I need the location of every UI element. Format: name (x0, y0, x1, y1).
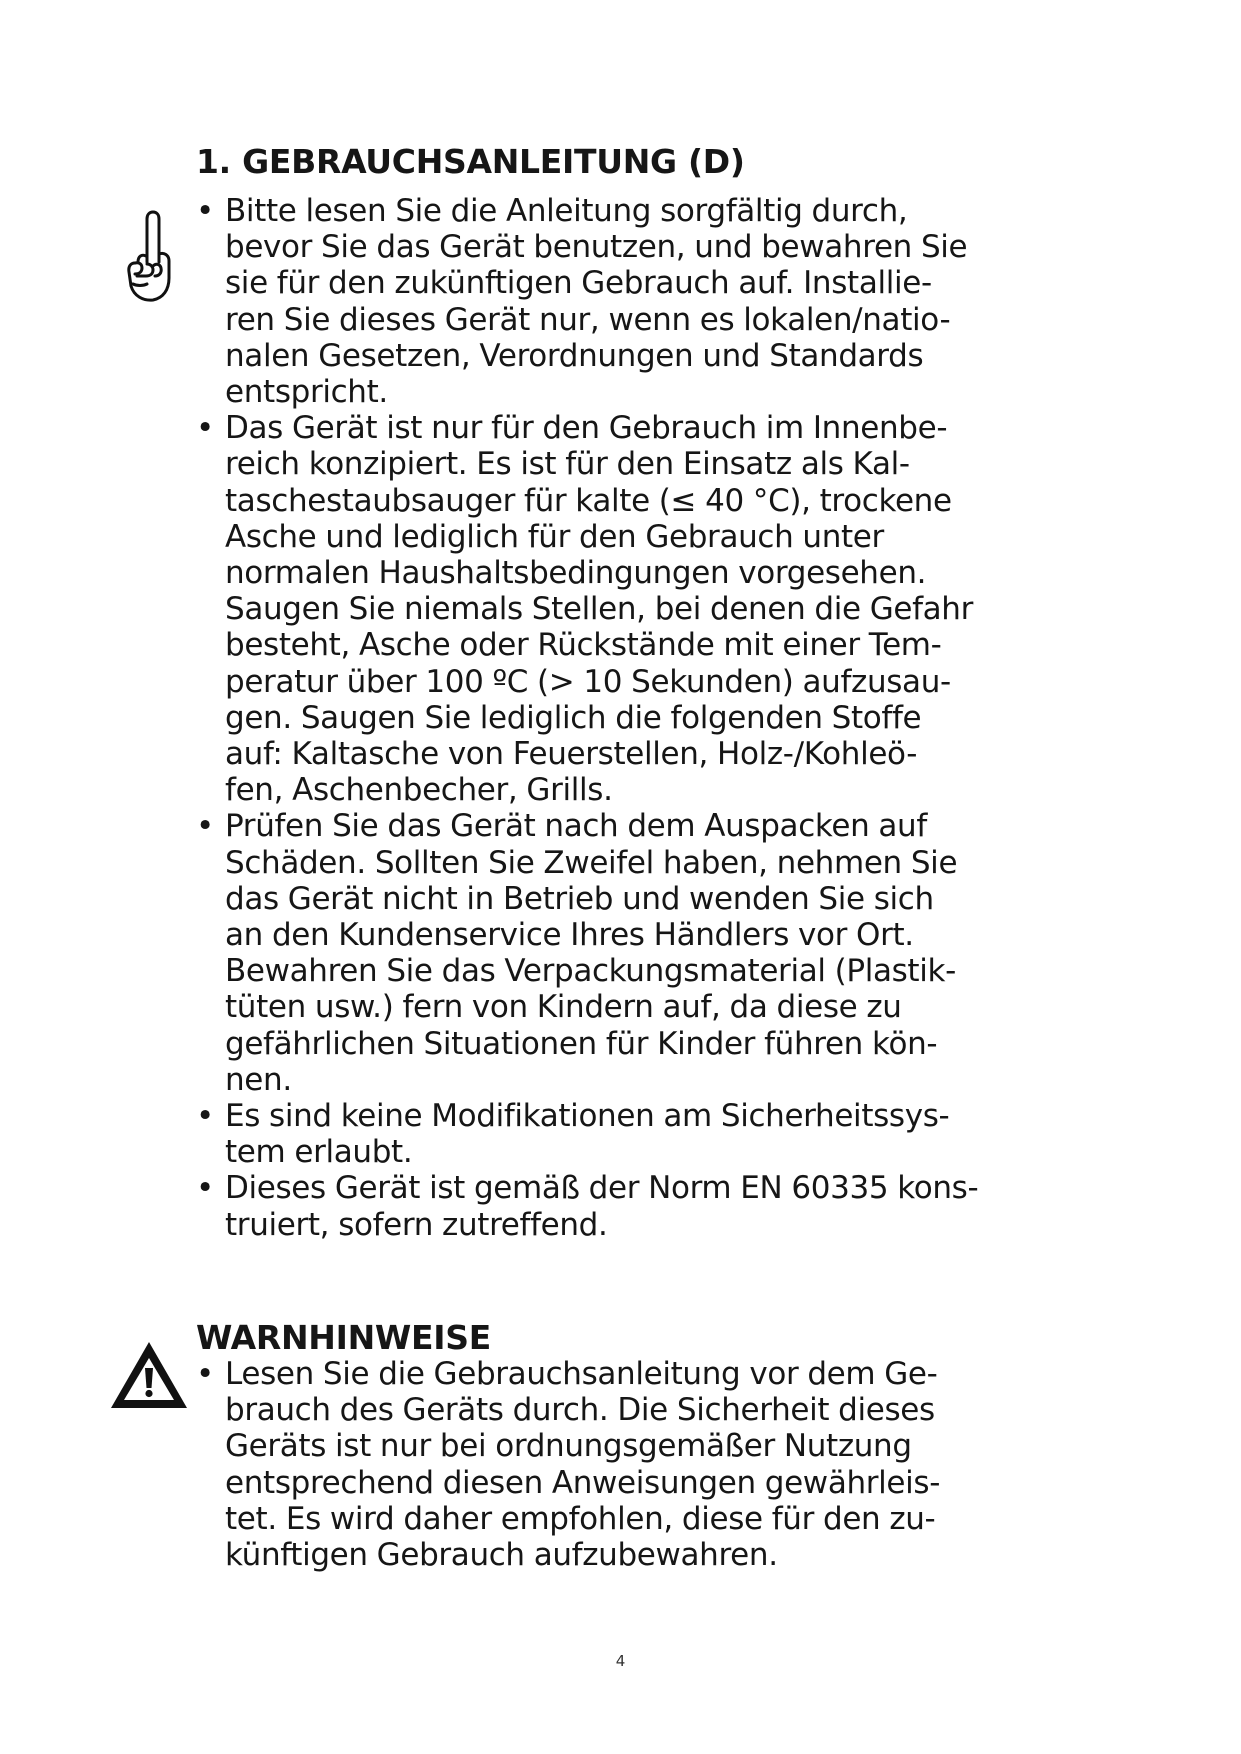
bullet-icon: • (196, 193, 214, 229)
list-item (196, 410, 1076, 808)
bullet-icon: • (196, 410, 214, 447)
list-item (196, 1098, 1076, 1170)
warnings-list (196, 1356, 1076, 1573)
list-item-text: Lesen Sie die Gebrauchsanleitung vor dem Ge- brauch des Geräts durch. Die Sicherheit dieses Geräts ist nur bei ordnungsgemäßer Nutzung entsprechend diesen Anweisungen gewährleis- tet. Es wird daher empfohlen, diese für den zu- künftigen Gebrauch aufzubewahren. (225, 1356, 941, 1574)
section-heading-instructions: 1. GEBRAUCHSANLEITUNG (D) (196, 142, 745, 181)
bullet-icon: • (196, 1098, 214, 1135)
page-number: 4 (615, 1652, 626, 1670)
warning-triangle-icon (107, 1338, 191, 1414)
pointing-hand-icon (123, 206, 179, 306)
list-item (196, 193, 1076, 410)
list-item-text: Prüfen Sie das Gerät nach dem Auspacken auf Schäden. Sollten Sie Zweifel haben, nehmen Sie das Gerät nicht in Betrieb und wenden Sie sich an den Kundenservice Ihres Händlers vor Ort. Bewahren Sie das Verpackungsmaterial (Plastik- tüten usw.) fern von Kindern auf, da diese zu gefährlichen Situationen für Kinder führen kön- nen. (225, 808, 958, 1098)
bullet-icon: • (196, 1356, 214, 1392)
instructions-list (196, 193, 1076, 1243)
list-item-text: Dieses Gerät ist gemäß der Norm EN 60335 kons- truiert, sofern zutreffend. (225, 1170, 979, 1243)
list-item-text: Es sind keine Modifikationen am Sicherheitssys- tem erlaubt. (225, 1098, 950, 1171)
list-item (196, 1356, 1076, 1573)
bullet-icon: • (196, 1170, 214, 1207)
list-item (196, 808, 1076, 1098)
list-item-text: Das Gerät ist nur für den Gebrauch im Innenbe- reich konzipiert. Es ist für den Einsatz als Kal- taschestaubsauger für kalte (≤ 40 °C), trockene Asche und lediglich für den Gebrauch unter normalen Haushaltsbedingungen vorgesehen. Saugen Sie niemals Stellen, bei denen die Gefahr besteht, Asche oder Rückstände mit einer Tem- peratur über 100 ºC (> 10 Sekunden) aufzusau- gen. Saugen Sie lediglich die folgenden Stoffe auf: Kaltasche von Feuerstellen, Holz-/Kohleö- fen, Aschenbecher, Grills. (225, 410, 973, 809)
section-heading-warnings: WARNHINWEISE (196, 1318, 491, 1357)
list-item-text: Bitte lesen Sie die Anleitung sorgfältig durch, bevor Sie das Gerät benutzen, und bewahren Sie sie für den zukünftigen Gebrauch auf. Installie- ren Sie dieses Gerät nur, wenn es lokalen/natio- nalen Gesetzen, Verordnungen und Standards entspricht. (225, 193, 968, 411)
list-item (196, 1170, 1076, 1242)
bullet-icon: • (196, 808, 214, 845)
